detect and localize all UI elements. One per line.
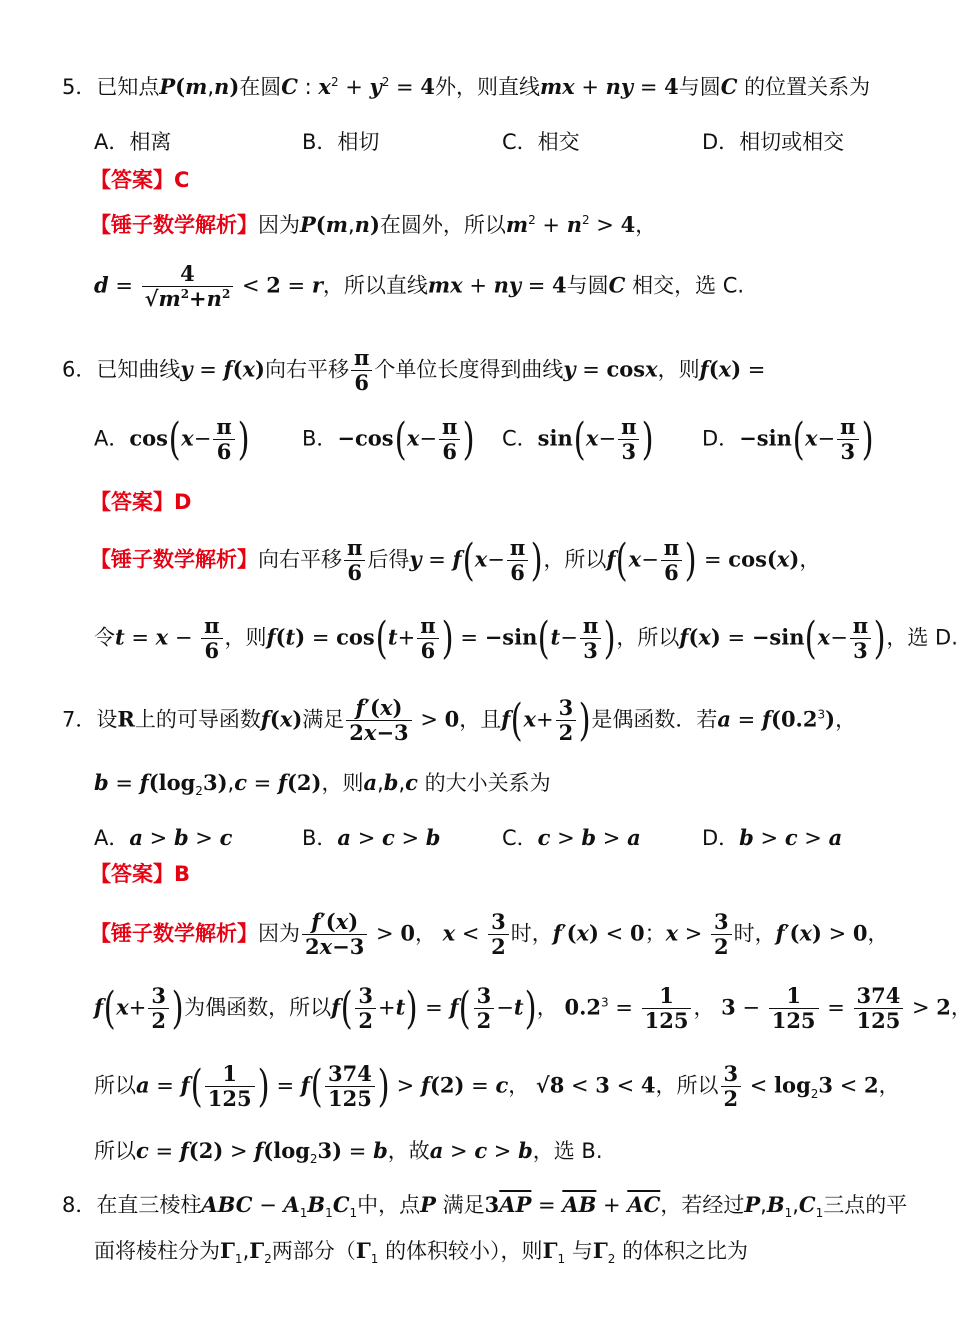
q6-answer: 【答案】D [90, 490, 192, 514]
q5-option-b: B．相切 [302, 130, 380, 154]
q7-analysis-line-2: f(x+ $\frac{3}{2}$ )为偶函数，所以f( $\frac{3}{2}$ +t) = f( $\frac{3}{2}$ −t)， $0.2^3$ = $\frac{1}{125}$ ， 3 − $\frac{1}{125}$ = $\frac{374}{125}$ > 2， [94, 982, 972, 1034]
q8-stem-line-1: 8．在直三棱柱ABC − $A_1B_1C_1$中，点P 满足$3\overline{AP} = \overline{AB} + \overline{AC}$，若经过$P,B_1,C_1$三点的平 [62, 1192, 908, 1221]
q7-number: 7． [62, 707, 97, 732]
q7-option-d: D．b > c > a [702, 825, 843, 850]
q8-number: 8． [62, 1193, 97, 1217]
q7-option-b: B．a > c > b [302, 825, 441, 850]
q5-number: 5． [62, 75, 97, 99]
q5-stem: 5．已知点P(m,n)在圆C : $x^2 + y^2 = 4$外，则直线mx + ny = 4与圆C 的位置关系为 [62, 74, 871, 99]
q5-answer: 【答案】C [90, 168, 190, 192]
q6-analysis-line-2: 令t = x − $\frac{\pi}{6}$ ，则f(t) = cos(t+ $\frac{\pi}{6}$ ) = −sin(t− $\frac{\pi}{3}$ )，所以f(x) = −sin(x− $\frac{\pi}{3}$ )，选 D. [94, 612, 958, 664]
q5-option-d: D．相切或相交 [702, 130, 845, 154]
q8-stem-line-2: 面将棱柱分为$\Gamma_1,\Gamma_2$两部分（$\Gamma_1$ 的体积较小），则$\Gamma_1$ 与$\Gamma_2$ 的体积之比为 [94, 1238, 749, 1267]
q7-analysis-line-3: 所以a = f( $\frac{1}{125}$ ) = f( $\frac{374}{125}$ ) > f(2) = c， √8 < 3 < 4，所以 $\frac{3}{2}$ < $\log_23 < 2$， [94, 1060, 900, 1112]
q5-analysis-line-2: d = $\frac{4}{√m^2+n^2}$ < 2 = r，所以直线mx + ny = 4与圆C 相交，选 C. [94, 261, 745, 312]
q7-answer: 【答案】B [90, 862, 191, 886]
q6-option-a: A．cos(x− $\frac{\pi}{6}$ ) [94, 413, 250, 465]
q6-option-d: D．−sin(x− $\frac{\pi}{3}$ ) [702, 413, 874, 465]
q7-stem-line-2: $b = f(\log_23),c = f(2)$，则a,b,c 的大小关系为 [94, 770, 551, 799]
q5-option-c: C．相交 [502, 130, 580, 154]
q6-stem: 6．已知曲线y = f(x)向右平移 $\frac{\pi}{6}$ 个单位长度得到曲线y = cosx，则f(x) = [62, 345, 766, 396]
q5-option-a: A．相离 [94, 130, 172, 154]
q6-number: 6． [62, 357, 97, 382]
q6-analysis-line-1: 【锤子数学解析】向右平移 $\frac{\pi}{6}$ 后得y = f(x− $\frac{\pi}{6}$ )，所以f(x− $\frac{\pi}{6}$ ) = cos(x)， [90, 534, 821, 586]
q7-option-a: A．a > b > c [94, 825, 233, 850]
q5-analysis-line-1: 【锤子数学解析】因为P(m,n)在圆外，所以$m^2 + n^2 > 4$， [90, 212, 657, 237]
q6-option-c: C．sin(x− $\frac{\pi}{3}$ ) [502, 413, 655, 465]
q7-option-c: C．c > b > a [502, 825, 641, 850]
q6-option-b: B．−cos(x− $\frac{\pi}{6}$ ) [302, 413, 475, 465]
q7-analysis-line-4: 所以$c = f(2) > f(\log_23) = b$，故a > c > b，选 B. [94, 1138, 603, 1167]
q7-analysis-line-1: 【锤子数学解析】因为 $\frac{f'(x)}{2x-3}$ > 0， x < $\frac{3}{2}$ 时，f′(x) < 0；x > $\frac{3}{2}$ 时，f′(x) > 0， [90, 909, 889, 960]
q7-stem-line-1: 7．设R上的可导函数f(x)满足 $\frac{f'(x)}{2x-3}$ > 0，且f(x+ $\frac{3}{2}$ )是偶函数．若$a = f(0.2^3)$， [62, 694, 857, 746]
